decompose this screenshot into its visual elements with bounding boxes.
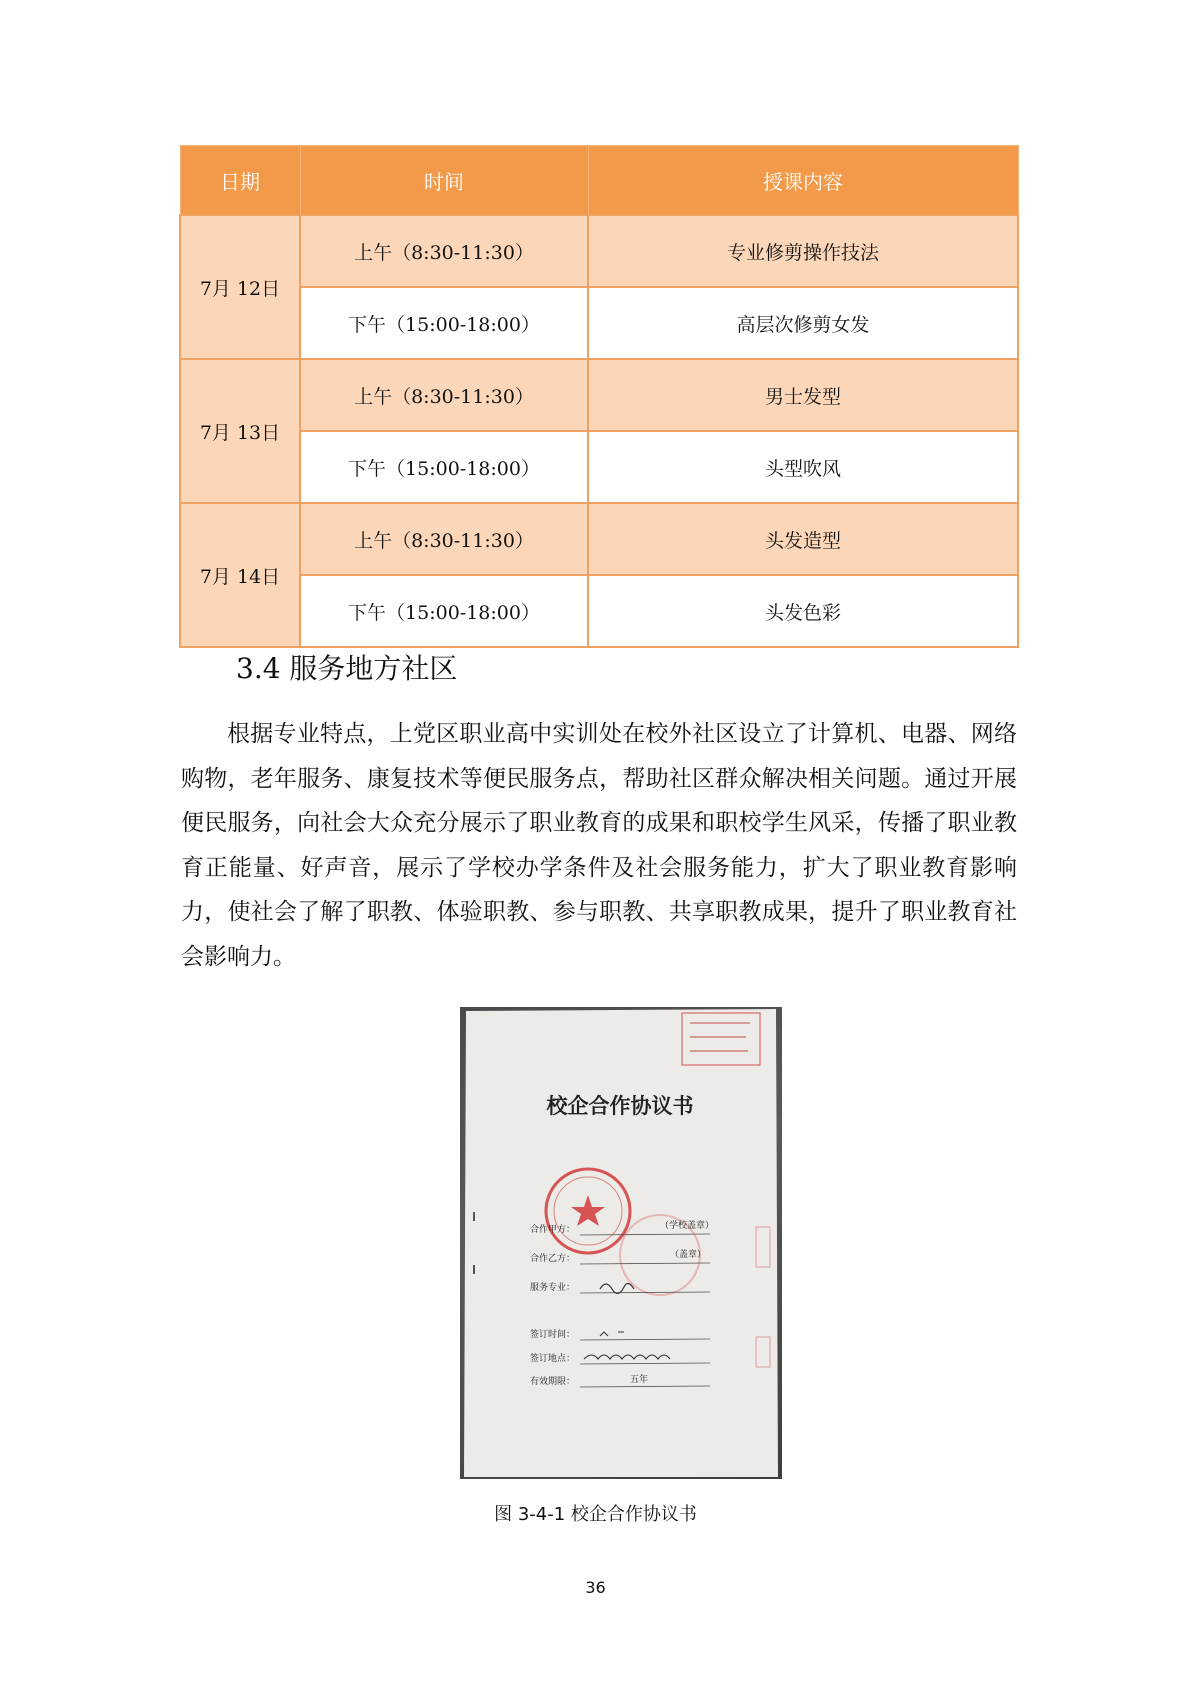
section-heading: 3.4 服务地方社区 bbox=[236, 652, 458, 685]
field-label: 签订地点： bbox=[530, 1354, 576, 1364]
field-label: 合作乙方： bbox=[530, 1254, 576, 1264]
content-cell: 头型吹风 bbox=[588, 431, 1018, 503]
agreement-photo bbox=[460, 1007, 782, 1479]
content-cell: 高层次修剪女发 bbox=[588, 287, 1018, 359]
content-cell: 头发色彩 bbox=[588, 575, 1018, 647]
table-row bbox=[180, 503, 1018, 575]
table-row bbox=[180, 287, 1018, 359]
table-row bbox=[180, 431, 1018, 503]
schedule-table bbox=[179, 145, 1019, 648]
content-cell: 专业修剪操作技法 bbox=[588, 215, 1018, 287]
page-number: 36 bbox=[585, 1578, 606, 1597]
field-suffix: 五年 bbox=[630, 1375, 649, 1385]
table-row bbox=[180, 359, 1018, 431]
section-paragraph: 根据专业特点，上党区职业高中实训处在校外社区设立了计算机、电器、网络购物，老年服务、康复技术等便民服务点，帮助社区群众解决相关问题。通过开展便民服务，向社会大众充分展示了职业教育的成果和职校学生风采，传播了职业教育正能量、好声音，展示了学校办学条件及社会服务能力，扩大了职业教育影响力，使社会了解了职教、体验职教、参与职教、共享职教成果，提升了职业教育社会影响力。 bbox=[181, 721, 1017, 970]
time-cell: 上午（8:30-11:30） bbox=[300, 215, 588, 287]
date-cell: 7月 13日 bbox=[180, 359, 300, 503]
time-cell: 上午（8:30-11:30） bbox=[300, 359, 588, 431]
field-label: 服务专业： bbox=[530, 1283, 576, 1293]
agreement-title: 校企合作协议书 bbox=[546, 1094, 694, 1118]
field-label: 合作甲方： bbox=[530, 1225, 576, 1235]
date-cell: 7月 12日 bbox=[180, 215, 300, 359]
header-date: 日期 bbox=[180, 146, 300, 216]
time-cell: 下午（15:00-18:00） bbox=[300, 575, 588, 647]
time-cell: 下午（15:00-18:00） bbox=[300, 287, 588, 359]
table-header-row bbox=[180, 146, 1018, 216]
time-cell: 下午（15:00-18:00） bbox=[300, 431, 588, 503]
agreement-photo-drawing bbox=[460, 1007, 782, 1479]
field-label: 签订时间： bbox=[530, 1330, 576, 1340]
table-row bbox=[180, 215, 1018, 287]
field-suffix: （学校盖章） bbox=[660, 1221, 715, 1231]
date-cell: 7月 14日 bbox=[180, 503, 300, 647]
content-cell: 头发造型 bbox=[588, 503, 1018, 575]
header-time: 时间 bbox=[300, 146, 588, 216]
table-row bbox=[180, 575, 1018, 647]
header-content: 授课内容 bbox=[588, 146, 1018, 216]
figure-caption: 图 3-4-1 校企合作协议书 bbox=[494, 1504, 697, 1525]
field-suffix: （盖章） bbox=[670, 1250, 707, 1260]
field-label: 有效期限： bbox=[530, 1377, 576, 1387]
content-cell: 男士发型 bbox=[588, 359, 1018, 431]
time-cell: 上午（8:30-11:30） bbox=[300, 503, 588, 575]
